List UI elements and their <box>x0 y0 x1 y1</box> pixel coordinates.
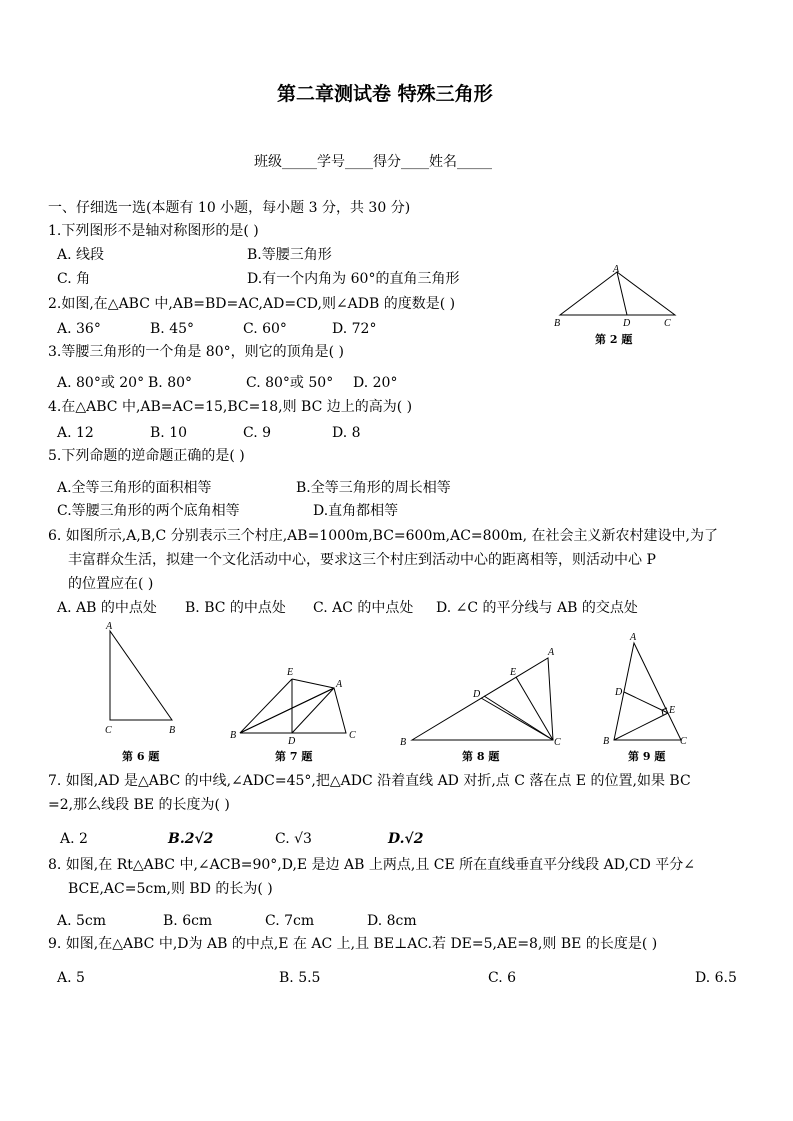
question-2-stem: 2.如图,在△ABC 中,AB=BD=AC,AD=CD,则∠ADB 的度数是( ) <box>48 296 456 312</box>
q7-option-d: D.√2 <box>388 831 424 847</box>
q2-option-a: A. 36° <box>57 321 101 337</box>
fig2-label-b: B <box>554 318 561 329</box>
fig7-segment-be <box>240 679 292 733</box>
q1-option-b: B.等腰三角形 <box>247 247 332 263</box>
fig9-label-e: E <box>669 705 676 716</box>
q4-option-b: B. 10 <box>150 425 188 441</box>
fig2-triangle-abc <box>560 272 675 315</box>
fig8-caption: 第 8 题 <box>462 750 500 763</box>
figure-q9 <box>600 630 695 747</box>
q8-option-d: D. 8cm <box>367 913 417 929</box>
question-6-stem-line1: 6. 如图所示,A,B,C 分别表示三个村庄,AB=1000m,BC=600m,AC=800m, 在社会主义新农村建设中,为了 <box>48 528 718 544</box>
fig8-label-b: B <box>400 737 407 748</box>
question-8-stem-line1: 8. 如图,在 Rt△ABC 中,∠ACB=90°,D,E 是边 AB 上两点,且 CE 所在直线垂直平分线段 AD,CD 平分∠ <box>48 857 696 873</box>
fig7-label-e: E <box>287 667 294 678</box>
fig9-segment-de <box>624 692 668 713</box>
q2-option-d: D. 72° <box>332 321 377 337</box>
fig7-label-b: B <box>230 730 237 741</box>
q8-option-a: A. 5cm <box>57 913 107 929</box>
q8-option-b: B. 6cm <box>163 913 213 929</box>
fig9-label-c: C <box>680 736 687 747</box>
q5-option-b: B.全等三角形的周长相等 <box>296 480 451 496</box>
q6-option-a: A. AB 的中点处 <box>57 600 157 616</box>
fig6-caption: 第 6 题 <box>122 750 160 763</box>
q3-option-a: A. 80°或 20° <box>57 375 145 391</box>
fig9-label-b: B <box>603 736 610 747</box>
q3-option-c: C. 80°或 50° <box>246 375 334 391</box>
question-5-stem: 5.下列命题的逆命题正确的是( ) <box>48 448 245 464</box>
q1-option-d: D.有一个内角为 60°的直角三角形 <box>247 271 460 287</box>
q5-option-c: C.等腰三角形的两个底角相等 <box>57 503 240 519</box>
fig2-label-d: D <box>623 318 631 329</box>
fig7-label-c: C <box>349 730 356 741</box>
fig9-caption: 第 9 题 <box>628 750 666 763</box>
section-heading: 一、仔细选一选(本题有 10 小题，每小题 3 分，共 30 分) <box>48 200 411 216</box>
q1-option-a: A. 线段 <box>57 247 105 263</box>
fig7-segment-ad <box>292 688 334 733</box>
fig7-label-d: D <box>288 736 296 747</box>
question-3-stem: 3.等腰三角形的一个角是 80°，则它的顶角是( ) <box>48 344 344 360</box>
fig6-triangle <box>110 631 172 720</box>
q7-option-b: B.2√2 <box>168 831 214 847</box>
figure-q6 <box>100 618 190 740</box>
page-title: 第二章测试卷 特殊三角形 <box>277 83 493 105</box>
q6-option-d: D. ∠C 的平分线与 AB 的交点处 <box>436 600 638 616</box>
student-info-line: 班级_____学号____得分____姓名_____ <box>254 154 492 170</box>
fig6-label-b: B <box>169 725 176 736</box>
fig8-label-d: D <box>473 689 481 700</box>
q9-option-b: B. 5.5 <box>279 970 321 986</box>
figure-q7 <box>228 660 368 745</box>
q8-option-c: C. 7cm <box>265 913 315 929</box>
fig6-label-a: A <box>106 621 113 632</box>
fig7-caption: 第 7 题 <box>275 750 313 763</box>
fig2-label-a: A <box>613 264 620 275</box>
question-1-stem: 1.下列图形不是轴对称图形的是( ) <box>48 223 259 239</box>
q5-option-d: D.直角都相等 <box>313 503 399 519</box>
fig8-segment-ce2 <box>516 677 553 740</box>
fig7-segment-ea <box>292 679 334 688</box>
q9-option-d: D. 6.5 <box>695 970 737 986</box>
q6-option-b: B. BC 的中点处 <box>185 600 286 616</box>
q3-option-b: B. 80° <box>148 375 193 391</box>
question-6-stem-line2: 丰富群众生活，拟建一个文化活动中心，要求这三个村庄到活动中心的距离相等，则活动中心 P <box>68 552 656 568</box>
fig8-label-c: C <box>554 737 561 748</box>
q4-option-c: C. 9 <box>243 425 272 441</box>
q1-option-c: C. 角 <box>57 271 91 287</box>
q3-option-d: D. 20° <box>353 375 398 391</box>
fig2-caption: 第 2 题 <box>595 333 633 346</box>
fig6-label-c: C <box>105 725 112 736</box>
q7-option-c: C. √3 <box>275 831 312 847</box>
q9-option-c: C. 6 <box>488 970 517 986</box>
q2-option-b: B. 45° <box>150 321 195 337</box>
fig2-label-c: C <box>664 318 671 329</box>
fig7-segment-ba <box>240 688 334 733</box>
question-8-stem-line2: BCE,AC=5cm,则 BD 的长为( ) <box>68 881 273 897</box>
question-7-stem-line1: 7. 如图,AD 是△ABC 的中线,∠ADC=45°,把△ADC 沿着直线 AD 对折,点 C 落在点 E 的位置,如果 BC <box>48 773 691 789</box>
q6-option-c: C. AC 的中点处 <box>313 600 414 616</box>
question-9-stem: 9. 如图,在△ABC 中,D为 AB 的中点,E 在 AC 上,且 BE⊥AC.若 DE=5,AE=8,则 BE 的长度是( ) <box>48 936 658 952</box>
question-7-stem-line2: =2,那么线段 BE 的长度为( ) <box>48 797 230 813</box>
question-4-stem: 4.在△ABC 中,AB=AC=15,BC=18,则 BC 边上的高为( ) <box>48 399 413 415</box>
fig8-segment-cd <box>481 698 553 740</box>
fig9-segment-be <box>614 713 668 740</box>
fig9-label-a: A <box>630 632 637 643</box>
q7-option-a: A. 2 <box>60 831 88 847</box>
question-6-stem-line3: 的位置应在( ) <box>68 576 154 592</box>
q5-option-a: A.全等三角形的面积相等 <box>57 480 212 496</box>
figure-q8 <box>398 645 568 748</box>
fig8-label-a: A <box>548 647 555 658</box>
fig9-triangle-abc <box>614 643 681 740</box>
fig9-label-d: D <box>615 687 623 698</box>
fig7-label-a: A <box>336 679 343 690</box>
fig8-label-e: E <box>510 667 517 678</box>
q4-option-a: A. 12 <box>57 425 94 441</box>
q4-option-d: D. 8 <box>332 425 361 441</box>
fig7-triangle-abc <box>240 688 346 733</box>
q9-option-a: A. 5 <box>57 970 85 986</box>
q2-option-c: C. 60° <box>243 321 287 337</box>
